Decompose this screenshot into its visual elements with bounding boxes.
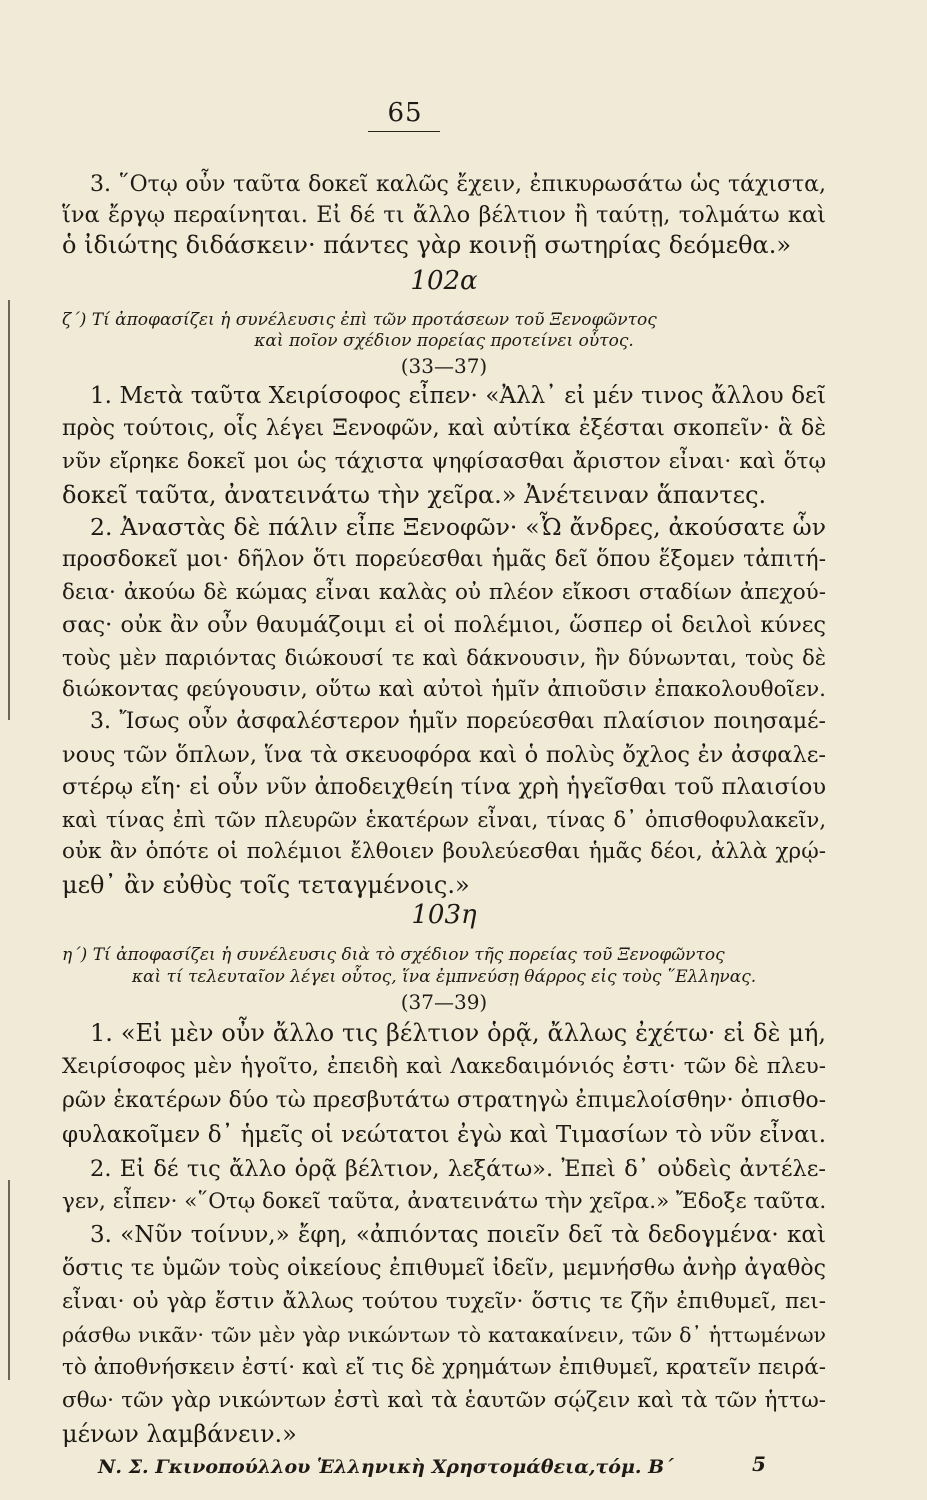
left-margin-shadow (8, 300, 10, 720)
text-line: εἶναι· οὐ γὰρ ἔστιν ἄλλως τούτου τυχεῖν· ὅστις τε ζῆν ἐπιθυμεῖ, πει- (62, 1289, 826, 1314)
text-line: δεια· ἀκούω δὲ κώμας εἶναι καλὰς οὐ πλέον εἴκοσι σταδίων ἀπεχού- (62, 580, 826, 605)
section-reference: (37—39) (400, 990, 488, 1014)
text-line: 1. Μετὰ ταῦτα Χειρίσοφος εἶπεν· «Ἀλλ᾿ εἰ μέν τινος ἄλλου δεῖ (90, 383, 826, 409)
text-line: Χειρίσοφος μὲν ἡγοῖτο, ἐπειδὴ καὶ Λακεδαιμόνιός ἐστι· τῶν δὲ πλευ- (62, 1054, 826, 1079)
section-question: καὶ τί τελευταῖον λέγει οὗτος, ἵνα ἐμπνεύσῃ θάρρος εἰς τοὺς ῞Ελληνας. (131, 967, 757, 987)
section-heading: 103η (411, 900, 477, 930)
text-line: τοὺς μὲν παριόντας διώκουσί τε καὶ δάκνουσιν, ἢν δύνωνται, τοὺς δὲ (62, 646, 826, 670)
section-question: ζ΄) Τί ἀποφασίζει ἡ συνέλευσις ἐπὶ τῶν προτάσεων τοῦ Ξενοφῶντος (62, 310, 657, 330)
text-line: ὅστις τε ὑμῶν τοὺς οἰκείους ἐπιθυμεῖ ἰδεῖν, μεμνήσθω ἀνὴρ ἀγαθὸς (62, 1256, 826, 1281)
text-line: φυλακοῖμεν δ᾿ ἡμεῖς οἱ νεώτατοι ἐγὼ καὶ Τιμασίων τὸ νῦν εἶναι. (62, 1122, 826, 1148)
text-line: 2. Ἀναστὰς δὲ πάλιν εἶπε Ξενοφῶν· «Ὦ ἄνδρες, ἀκούσατε ὧν (90, 513, 826, 541)
section-reference: (33—37) (400, 354, 488, 378)
text-line: δοκεῖ ταῦτα, ἀνατεινάτω τὴν χεῖρα.» Ἀνέτειναν ἅπαντες. (62, 481, 767, 509)
text-line: μεθ᾿ ἂν εὐθὺς τοῖς τεταγμένοις.» (62, 871, 470, 899)
text-line: μένων λαμβάνειν.» (62, 1420, 297, 1448)
text-line: 2. Εἰ δέ τις ἄλλο ὁρᾷ βέλτιον, λεξάτω». Ἐπεὶ δ᾿ οὐδεὶς ἀντέλε- (90, 1156, 826, 1182)
text-line: 3. Ἴσως οὖν ἀσφαλέστερον ἡμῖν πορεύεσθαι πλαίσιον ποιησαμέ- (90, 709, 826, 734)
text-line: σας· οὐκ ἂν οὖν θαυμάζοιμι εἰ οἱ πολέμιοι, ὥσπερ οἱ δειλοὶ κύνες (62, 612, 826, 638)
section-heading: 102α (410, 266, 478, 296)
page-number: 65 (387, 98, 423, 128)
section-question: καὶ ποῖον σχέδιον πορείας προτείνει οὗτος. (254, 331, 634, 351)
text-line: ράσθω νικᾶν· τῶν μὲν γὰρ νικώντων τὸ κατακαίνειν, τῶν δ᾿ ἡττωμένων (62, 1323, 826, 1347)
text-line: τὸ ἀποθνήσκειν ἐστί· καὶ εἴ τις δὲ χρημάτων ἐπιθυμεῖ, κρατεῖν πειρά- (62, 1355, 826, 1380)
text-line: νῦν εἴρηκε δοκεῖ μοι ὡς τάχιστα ψηφίσασθαι ἄριστον εἶναι· καὶ ὅτῳ (62, 449, 826, 474)
text-line: οὐκ ἂν ὁπότε οἱ πολέμιοι ἔλθοιεν βουλεύεσθαι ἡμᾶς δέοι, ἀλλὰ χρῴ- (62, 839, 826, 864)
left-margin-shadow (8, 1180, 10, 1380)
text-line: στέρῳ εἴη· εἰ οὖν νῦν ἀποδειχθείη τίνα χρὴ ἡγεῖσθαι τοῦ πλαισίου (62, 774, 826, 800)
text-line: νους τῶν ὅπλων, ἵνα τὰ σκευοφόρα καὶ ὁ πολὺς ὄχλος ἐν ἀσφαλε- (62, 742, 826, 768)
text-line: ἵνα ἔργῳ περαίνηται. Εἰ δέ τι ἄλλο βέλτιον ἢ ταύτῃ, τολμάτω καὶ (62, 202, 826, 228)
text-line: 1. «Εἰ μὲν οὖν ἄλλο τις βέλτιον ὁρᾷ, ἄλλως ἐχέτω· εἰ δὲ μή, (90, 1019, 826, 1047)
text-line: διώκοντας φεύγουσιν, οὕτω καὶ αὐτοὶ ἡμῖν ἀπιοῦσιν ἐπακολουθοῖεν. (62, 677, 826, 702)
text-line: ρῶν ἑκατέρων δύο τὼ πρεσβυτάτω στρατηγὼ ἐπιμελοίσθην· ὀπισθο- (62, 1088, 826, 1113)
text-line: 3. «Νῦν τοίνυν,» ἔφη, «ἀπιόντας ποιεῖν δεῖ τὰ δεδογμένα· καὶ (90, 1222, 826, 1248)
text-line: σθω· τῶν γὰρ νικώντων ἐστὶ καὶ τὰ ἑαυτῶν σῴζειν καὶ τὰ τῶν ἡττω- (62, 1388, 826, 1413)
footer-text: Ν. Σ. Γκινοπούλλου Ἑλληνικὴ Χρηστομάθεια,τόμ. Β΄ (98, 1456, 674, 1478)
text-line: γεν, εἶπεν· «῞Οτῳ δοκεῖ ταῦτα, ἀνατεινάτω τὴν χεῖρα.» Ἔδοξε ταῦτα. (62, 1189, 827, 1214)
text-line: πρὸς τούτοις, οἷς λέγει Ξενοφῶν, καὶ αὐτίκα ἐξέσται σκοπεῖν· ἃ δὲ (62, 416, 826, 441)
page-number-underline (368, 131, 440, 132)
text-line: ὁ ἰδιώτης διδάσκειν· πάντες γὰρ κοινῇ σωτηρίας δεόμεθα.» (62, 231, 792, 259)
text-line: προσδοκεῖ μοι· δῆλον ὅτι πορεύεσθαι ἡμᾶς δεῖ ὅπου ἕξομεν τἀπιτή- (62, 547, 826, 572)
signature-mark: 5 (752, 1452, 766, 1476)
text-line: 3. ῞Οτῳ οὖν ταῦτα δοκεῖ καλῶς ἔχειν, ἐπικυρωσάτω ὡς τάχιστα, (90, 172, 826, 197)
text-line: καὶ τίνας ἐπὶ τῶν πλευρῶν ἑκατέρων εἶναι, τίνας δ᾿ ὀπισθοφυλακεῖν, (62, 808, 826, 832)
section-question: η΄) Τί ἀποφασίζει ἡ συνέλευσις διὰ τὸ σχέδιον τῆς πορείας τοῦ Ξενοφῶντος (62, 945, 725, 965)
